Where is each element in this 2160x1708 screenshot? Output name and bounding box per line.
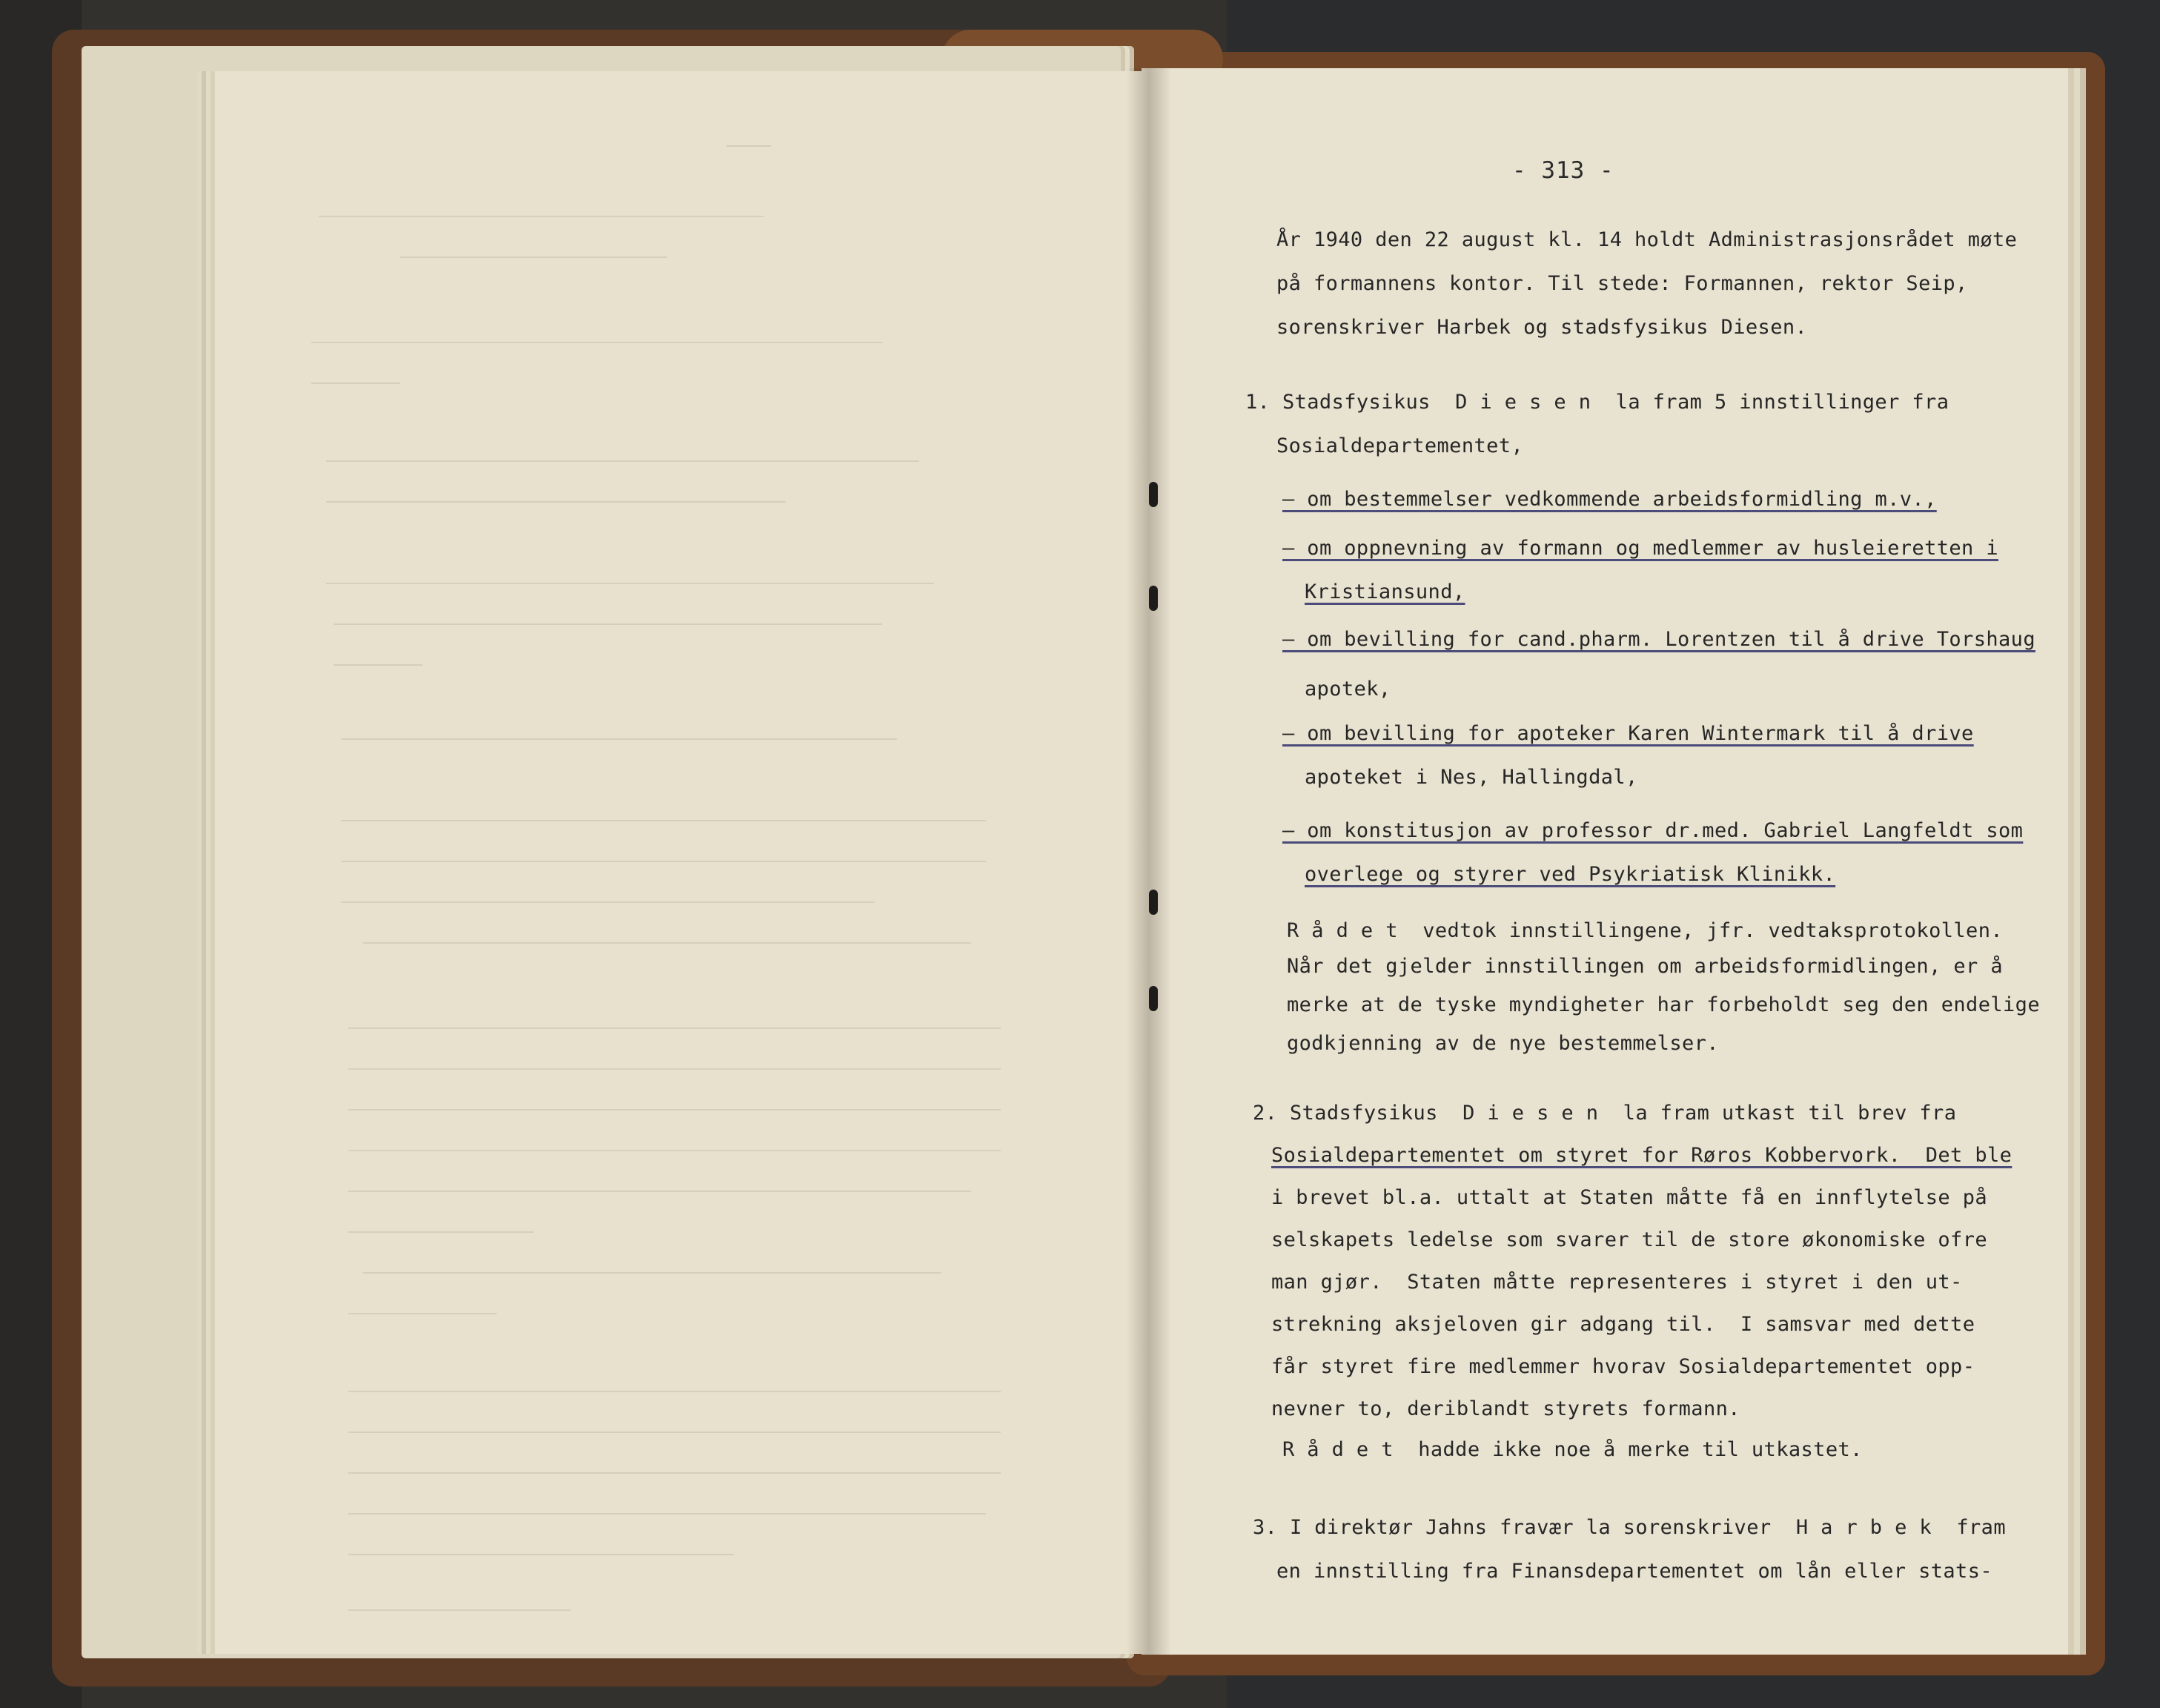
text-line: strekning aksjeloven gir adgang til. I samsvar med dette bbox=[1271, 1313, 1975, 1336]
text-line: 2. Stadsfysikus D i e s e n la fram utkast til brev fra bbox=[1253, 1102, 1957, 1125]
text-line: R å d e t vedtok innstillingene, jfr. vedtaksprotokollen. bbox=[1287, 919, 2004, 942]
text-line: R å d e t hadde ikke noe å merke til utkastet. bbox=[1282, 1438, 1863, 1461]
text-line: Kristiansund, bbox=[1305, 580, 1465, 603]
text-line: nevner to, deriblandt styrets formann. bbox=[1271, 1397, 1740, 1420]
text-line: – om bestemmelser vedkommende arbeidsformidling m.v., bbox=[1282, 488, 1937, 511]
text-line: – om konstitusjon av professor dr.med. Gabriel Langfeldt som bbox=[1282, 819, 2024, 842]
text-line: – om bevilling for apoteker Karen Wintermark til å drive bbox=[1282, 722, 1974, 745]
text-line: apoteket i Nes, Hallingdal, bbox=[1305, 766, 1638, 789]
page-gutter bbox=[1127, 68, 1171, 1655]
text-line: sorenskriver Harbek og stadsfysikus Diesen. bbox=[1276, 316, 1808, 339]
page-number: - 313 - bbox=[1512, 157, 1614, 184]
binding-hole bbox=[1149, 890, 1158, 915]
text-line: 3. I direktør Jahns fravær la sorenskriver H a r b e k fram bbox=[1253, 1516, 2006, 1539]
text-line: i brevet bl.a. uttalt at Staten måtte få en innflytelse på bbox=[1271, 1186, 1988, 1209]
binding-hole bbox=[1149, 482, 1158, 507]
text-line: man gjør. Staten måtte representeres i styret i den ut- bbox=[1271, 1271, 1963, 1294]
text-line: selskapets ledelse som svarer til de store økonomiske ofre bbox=[1271, 1228, 1988, 1251]
text-line: godkjenning av de nye bestemmelser. bbox=[1287, 1032, 1719, 1055]
bleed-through-text bbox=[215, 71, 1142, 1654]
text-line: en innstilling fra Finansdepartementet om lån eller stats- bbox=[1276, 1560, 1993, 1583]
text-line: apotek, bbox=[1305, 678, 1391, 701]
text-line: merke at de tyske myndigheter har forbeholdt seg den endelige bbox=[1287, 993, 2040, 1016]
text-line: får styret fire medlemmer hvorav Sosialdepartementet opp- bbox=[1271, 1355, 1975, 1378]
text-line: på formannens kontor. Til stede: Formannen, rektor Seip, bbox=[1276, 272, 1968, 295]
binding-hole bbox=[1149, 986, 1158, 1011]
text-line: Sosialdepartementet om styret for Røros Kobbervork. Det ble bbox=[1271, 1144, 2012, 1167]
text-line: – om bevilling for cand.pharm. Lorentzen til å drive Torshaug bbox=[1282, 628, 2035, 651]
text-line: Når det gjelder innstillingen om arbeidsformidlingen, er å bbox=[1287, 955, 2004, 978]
text-line: 1. Stadsfysikus D i e s e n la fram 5 innstillinger fra bbox=[1245, 391, 1949, 414]
binding-hole bbox=[1149, 586, 1158, 611]
text-line: overlege og styrer ved Psykriatisk Klinikk. bbox=[1305, 863, 1836, 886]
left-page bbox=[215, 71, 1142, 1654]
text-line: År 1940 den 22 august kl. 14 holdt Administrasjonsrådet møte bbox=[1276, 228, 2018, 251]
text-line: – om oppnevning av formann og medlemmer av husleieretten i bbox=[1282, 537, 1999, 560]
text-line: Sosialdepartementet, bbox=[1276, 434, 1524, 457]
